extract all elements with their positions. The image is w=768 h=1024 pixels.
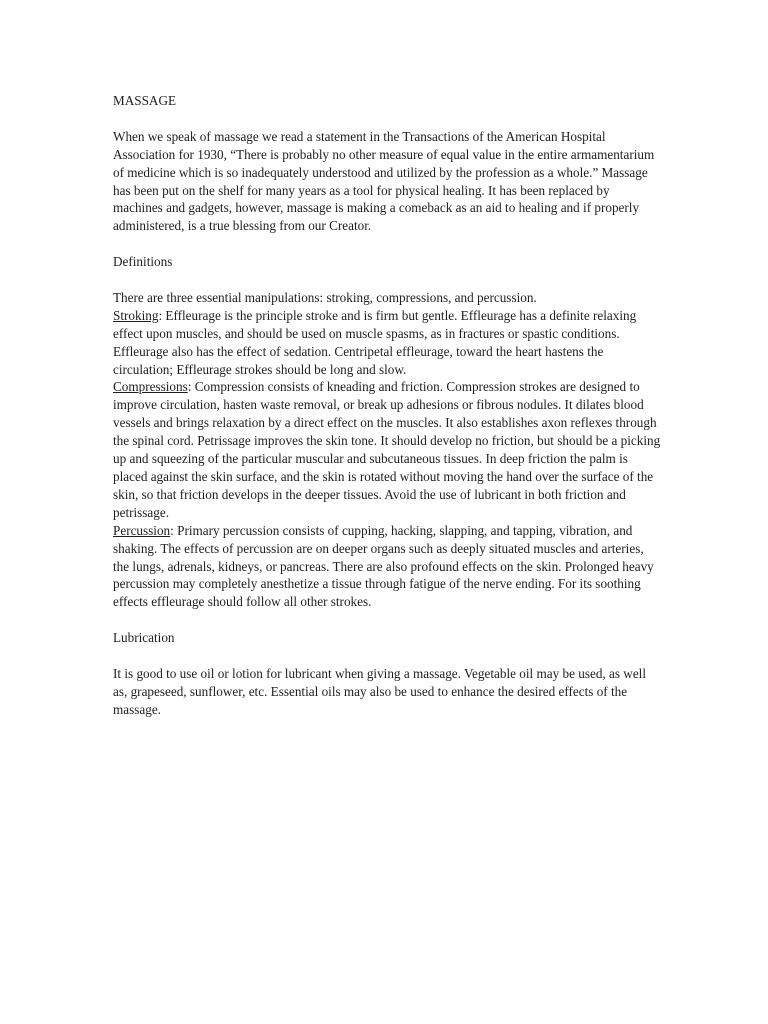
lubrication-paragraph: It is good to use oil or lotion for lubricant when giving a massage. Vegetable oil may be used, as well as, grapeseed, sunflower, etc. Essential oils may also be used to enhance the desired effects of the massage. <box>113 665 647 717</box>
document-title: MASSAGE <box>113 93 177 108</box>
compressions-paragraph <box>113 378 661 521</box>
definitions-heading: Definitions <box>113 254 173 270</box>
document-page <box>113 92 661 719</box>
compressions-text: : Compression consists of kneading and friction. Compression strokes are designed to improve circulation, hasten waste removal, or break up adhesions or fibrous nodules. It dilates blood vessels and brings relaxation by a direct effect on the muscles. It also establishes axon reflexes through the spinal cord. Petrissage improves the skin tone. It should develop no friction, but should be a picking up and squeezing of the particular muscular and subcutaneous tissues. In deep friction the palm is placed against the skin surface, and the skin is rotated without moving the hand over the surface of the skin, so that friction develops in the deeper tissues. Avoid the use of lubricant in both friction and petrissage. <box>113 379 661 520</box>
intro-paragraph: When we speak of massage we read a statement in the Transactions of the American Hospital Association for 1930, “There is probably no other measure of equal value in the entire armamentarium of medicine which is so inadequately understood and utilized by the profession as a whole.” Massage has been put on the shelf for many years as a tool for physical healing. It has been replaced by machines and gadgets, however, massage is making a comeback as an aid to healing and if properly administered, is a true blessing from our Creator. <box>113 128 655 234</box>
lubrication-heading: Lubrication <box>113 630 175 646</box>
spacer <box>113 271 661 289</box>
stroking-text: : Effleurage is the principle stroke and is firm but gentle. Effleurage has a definite relaxing effect upon muscles, and should be used on muscle spasms, as in fractures or spastic conditions. Effleurage also has the effect of sedation. Centripetal effleurage, toward the heart hastens the circulation; Effleurage strokes should be long and slow. <box>113 307 637 377</box>
spacer <box>113 647 661 665</box>
percussion-text: : Primary percussion consists of cupping, hacking, slapping, and tapping, vibration, and shaking. The effects of percussion are on deeper organs such as deeply situated muscles and arteries, the lungs, adrenals, kidneys, or pancreas. There are also profound effects on the skin. Prolonged heavy percussion may completely anesthetize a tissue through fatigue of the nerve ending. For its soothing effects effleurage should follow all other strokes. <box>113 522 654 610</box>
spacer <box>113 235 661 253</box>
percussion-term: Percussion <box>113 522 171 538</box>
compressions-term: Compressions <box>113 379 188 395</box>
percussion-paragraph <box>113 522 661 612</box>
stroking-term: Stroking <box>113 307 159 323</box>
definitions-intro: There are three essential manipulations: stroking, compressions, and percussion. <box>113 289 537 305</box>
spacer <box>113 611 661 629</box>
spacer <box>113 110 661 128</box>
stroking-paragraph <box>113 307 661 379</box>
